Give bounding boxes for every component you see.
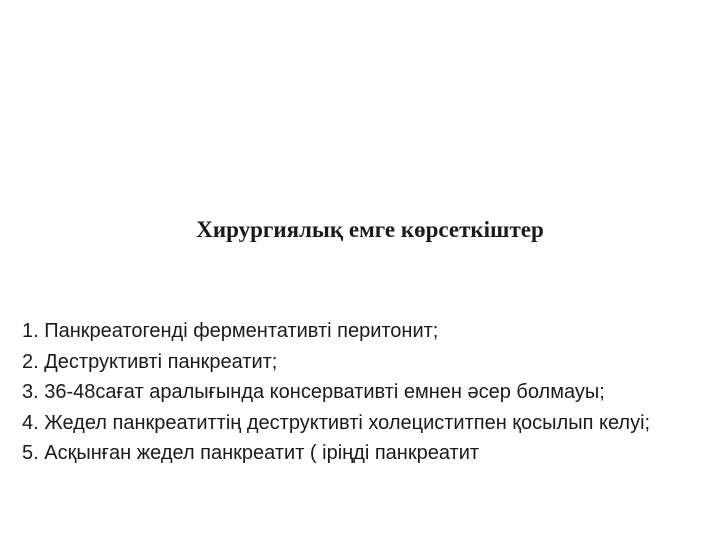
- list-item: 1. Панкреатогенді ферментативті перитонит;: [22, 320, 439, 342]
- slide-title: Хирургиялық емге көрсеткіштер: [196, 217, 544, 242]
- list-item: 4. Жедел панкреатиттің деструктивті холециститпен қосылып келуі;: [22, 411, 651, 434]
- list-item: 2. Деструктивті панкреатит;: [22, 350, 278, 373]
- list-item: 5. Асқынған жедел панкреатит ( іріңді панкреатит: [22, 442, 480, 464]
- indications-list: [22, 316, 712, 469]
- list-item: 3. 36-48сағат аралығында консервативті емнен әсер болмауы;: [22, 381, 605, 403]
